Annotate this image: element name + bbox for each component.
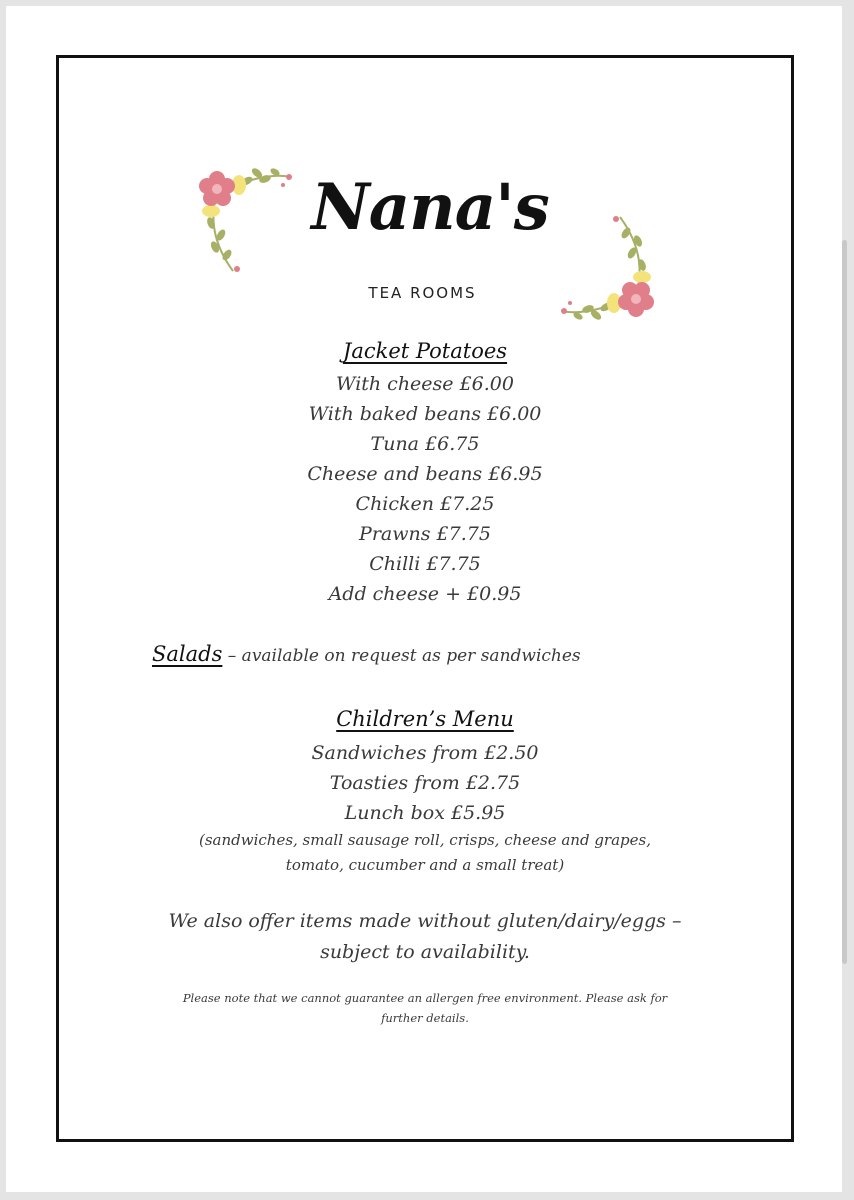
brand-logo-title: Nana's bbox=[311, 170, 549, 245]
menu-item: Tuna £6.75 bbox=[370, 433, 480, 455]
menu-item: Lunch box £5.95 bbox=[344, 802, 506, 824]
menu-item: Add cheese + £0.95 bbox=[328, 583, 522, 605]
menu-item: Chilli £7.75 bbox=[369, 553, 481, 575]
section-heading-childrens-menu: Children’s Menu bbox=[336, 707, 514, 731]
floral-corner-top-left-icon bbox=[195, 163, 300, 278]
floral-corner-bottom-right-icon bbox=[553, 210, 658, 325]
scrollbar[interactable] bbox=[842, 240, 847, 964]
dietary-offer: We also offer items made without gluten/dairy/eggs – bbox=[168, 910, 682, 932]
menu-item: Toasties from £2.75 bbox=[329, 772, 521, 794]
section-heading-salads: Salads bbox=[152, 642, 223, 666]
lunch-box-note: tomato, cucumber and a small treat) bbox=[285, 856, 565, 874]
salads-description: – available on request as per sandwiches bbox=[222, 646, 581, 666]
menu-item: Prawns £7.75 bbox=[359, 523, 491, 545]
brand-subtitle: TEA ROOMS bbox=[368, 284, 477, 302]
menu-item: Chicken £7.25 bbox=[355, 493, 495, 515]
salads-line bbox=[152, 642, 581, 666]
menu-item: Cheese and beans £6.95 bbox=[307, 463, 543, 485]
section-heading-jacket-potatoes: Jacket Potatoes bbox=[342, 339, 508, 363]
menu-item: With cheese £6.00 bbox=[336, 373, 514, 395]
dietary-offer: subject to availability. bbox=[320, 941, 530, 963]
menu-item: With baked beans £6.00 bbox=[308, 403, 542, 425]
allergen-disclaimer: further details. bbox=[381, 1011, 469, 1025]
lunch-box-note: (sandwiches, small sausage roll, crisps, cheese and grapes, bbox=[198, 831, 651, 849]
allergen-disclaimer: Please note that we cannot guarantee an allergen free environment. Please ask for bbox=[182, 991, 668, 1005]
menu-item: Sandwiches from £2.50 bbox=[311, 742, 539, 764]
